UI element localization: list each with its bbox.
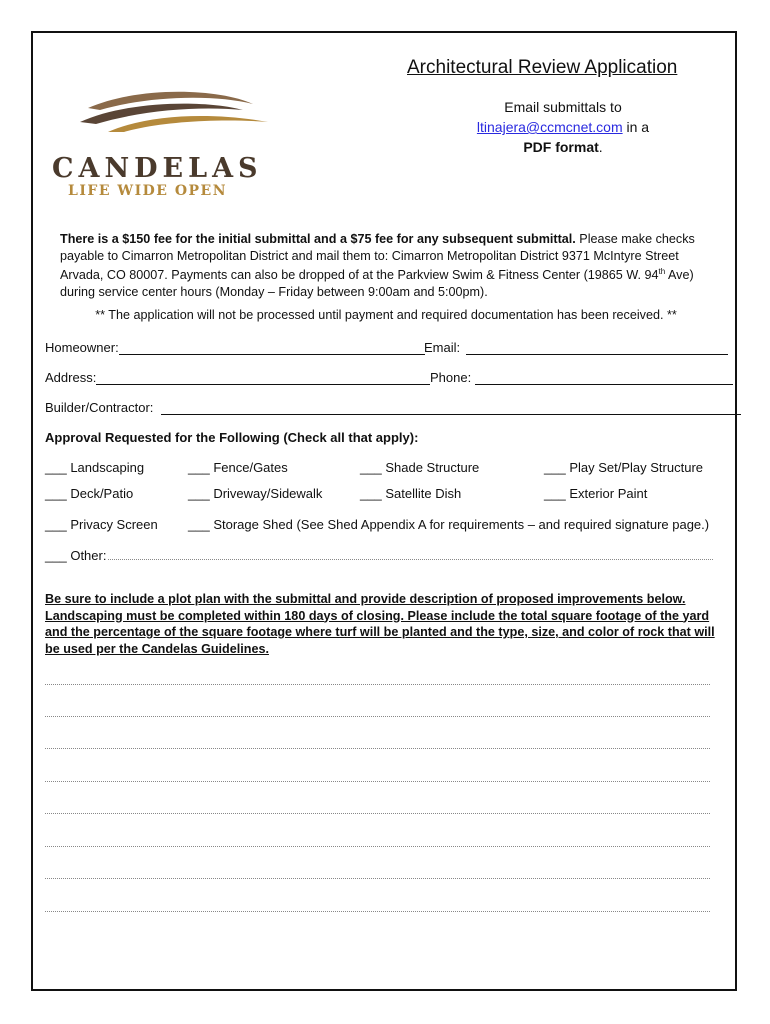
builder-label: Builder/Contractor: (45, 400, 154, 415)
option-label: Other: (70, 548, 107, 563)
submission-instructions (448, 97, 678, 157)
submission-line-3 (448, 137, 678, 157)
description-line[interactable] (45, 781, 710, 782)
option-exterior-paint[interactable] (544, 486, 647, 501)
fee-paragraph (60, 231, 710, 300)
address-input-line[interactable] (96, 372, 430, 385)
phone-input-line[interactable] (475, 372, 733, 385)
option-fence-gates[interactable] (188, 460, 288, 475)
checkbox-blank[interactable]: ___ (188, 517, 210, 532)
description-line[interactable] (45, 911, 710, 912)
plot-plan-instructions: Be sure to include a plot plan with the submittal and provide description of proposed improvements below. Landscaping must be completed within 180 days of closing. Please include the total square footage of the yard and the percentage of the square footage where turf will be planted and the type, size, and color of rock that will be used per the Candelas Guidelines. (45, 592, 715, 656)
submission-line-2-suffix: in a (622, 119, 650, 135)
fee-text-a: Please make checks payable to Cimarron Metropolitan District and mail them to: Cimarron Metropolitan District 9371 McIntyre Street Arvada, CO 80007. Payments can also be dropped of at the Parkview Swim & Fitness Center (19865 W. 94 (60, 232, 695, 283)
option-label: Deck/Patio (70, 486, 134, 501)
submission-line-1: Email submittals to (504, 99, 622, 115)
address-label: Address: (45, 370, 97, 385)
phone-label: Phone: (430, 370, 472, 385)
email-input-line[interactable] (466, 342, 728, 355)
processing-notice: ** The application will not be processed until payment and required documentation has been received. ** (95, 308, 677, 322)
checkbox-blank[interactable]: ___ (45, 486, 67, 501)
checkbox-blank[interactable]: ___ (360, 460, 382, 475)
checkbox-blank[interactable]: ___ (45, 517, 67, 532)
option-deck-patio[interactable] (45, 486, 133, 501)
checkbox-blank[interactable]: ___ (188, 486, 210, 501)
option-other[interactable] (45, 548, 106, 563)
option-shade-structure[interactable] (360, 460, 479, 475)
option-label: Satellite Dish (385, 486, 462, 501)
option-storage-shed[interactable] (188, 517, 709, 532)
checkbox-blank[interactable]: ___ (45, 460, 67, 475)
builder-field[interactable] (45, 400, 741, 415)
option-driveway-sidewalk[interactable] (188, 486, 322, 501)
checkbox-blank[interactable]: ___ (188, 460, 210, 475)
other-input-line[interactable] (108, 559, 713, 560)
period: . (598, 139, 603, 155)
option-privacy-screen[interactable] (45, 517, 158, 532)
logo-tagline: LIFE WIDE OPEN (68, 183, 228, 199)
checkbox-blank[interactable]: ___ (544, 486, 566, 501)
description-line[interactable] (45, 878, 710, 879)
logo-brand-name: CANDELAS (52, 153, 263, 184)
address-field[interactable] (45, 370, 430, 385)
checkbox-blank[interactable]: ___ (360, 486, 382, 501)
description-line[interactable] (45, 748, 710, 749)
option-label: Play Set/Play Structure (569, 460, 703, 475)
description-line[interactable] (45, 813, 710, 814)
description-line[interactable] (45, 684, 710, 685)
homeowner-input-line[interactable] (119, 342, 425, 355)
option-label: Exterior Paint (569, 486, 648, 501)
page-title: Architectural Review Application (407, 57, 678, 78)
description-line[interactable] (45, 846, 710, 847)
phone-field[interactable] (430, 370, 733, 385)
option-label: Landscaping (70, 460, 145, 475)
pdf-format-label: PDF format (523, 139, 599, 155)
option-satellite-dish[interactable] (360, 486, 461, 501)
option-landscaping[interactable] (45, 460, 144, 475)
fee-bold-text: There is a $150 fee for the initial submittal and a $75 fee for any subsequent submittal. (60, 232, 576, 246)
option-play-set[interactable] (544, 460, 703, 475)
submission-line-2 (448, 117, 678, 137)
option-label: Storage Shed (See Shed Appendix A for requirements – and required signature page.) (213, 517, 710, 532)
option-label: Shade Structure (385, 460, 480, 475)
option-label: Fence/Gates (213, 460, 288, 475)
email-label: Email: (424, 340, 461, 355)
option-label: Driveway/Sidewalk (213, 486, 323, 501)
homeowner-label: Homeowner: (45, 340, 119, 355)
description-line[interactable] (45, 716, 710, 717)
fee-text-b: Ave) during service center hours (Monday – Friday between 9:00am and 5:00pm). (60, 268, 694, 299)
fee-superscript: th (658, 267, 666, 276)
option-label: Privacy Screen (70, 517, 158, 532)
submission-email-link[interactable]: ltinajera@ccmcnet.com (476, 119, 623, 135)
approval-heading: Approval Requested for the Following (Check all that apply): (45, 430, 419, 445)
checkbox-blank[interactable]: ___ (544, 460, 566, 475)
builder-input-line[interactable] (161, 402, 741, 415)
email-field[interactable] (424, 340, 728, 355)
checkbox-blank[interactable]: ___ (45, 548, 67, 563)
homeowner-field[interactable] (45, 340, 425, 355)
